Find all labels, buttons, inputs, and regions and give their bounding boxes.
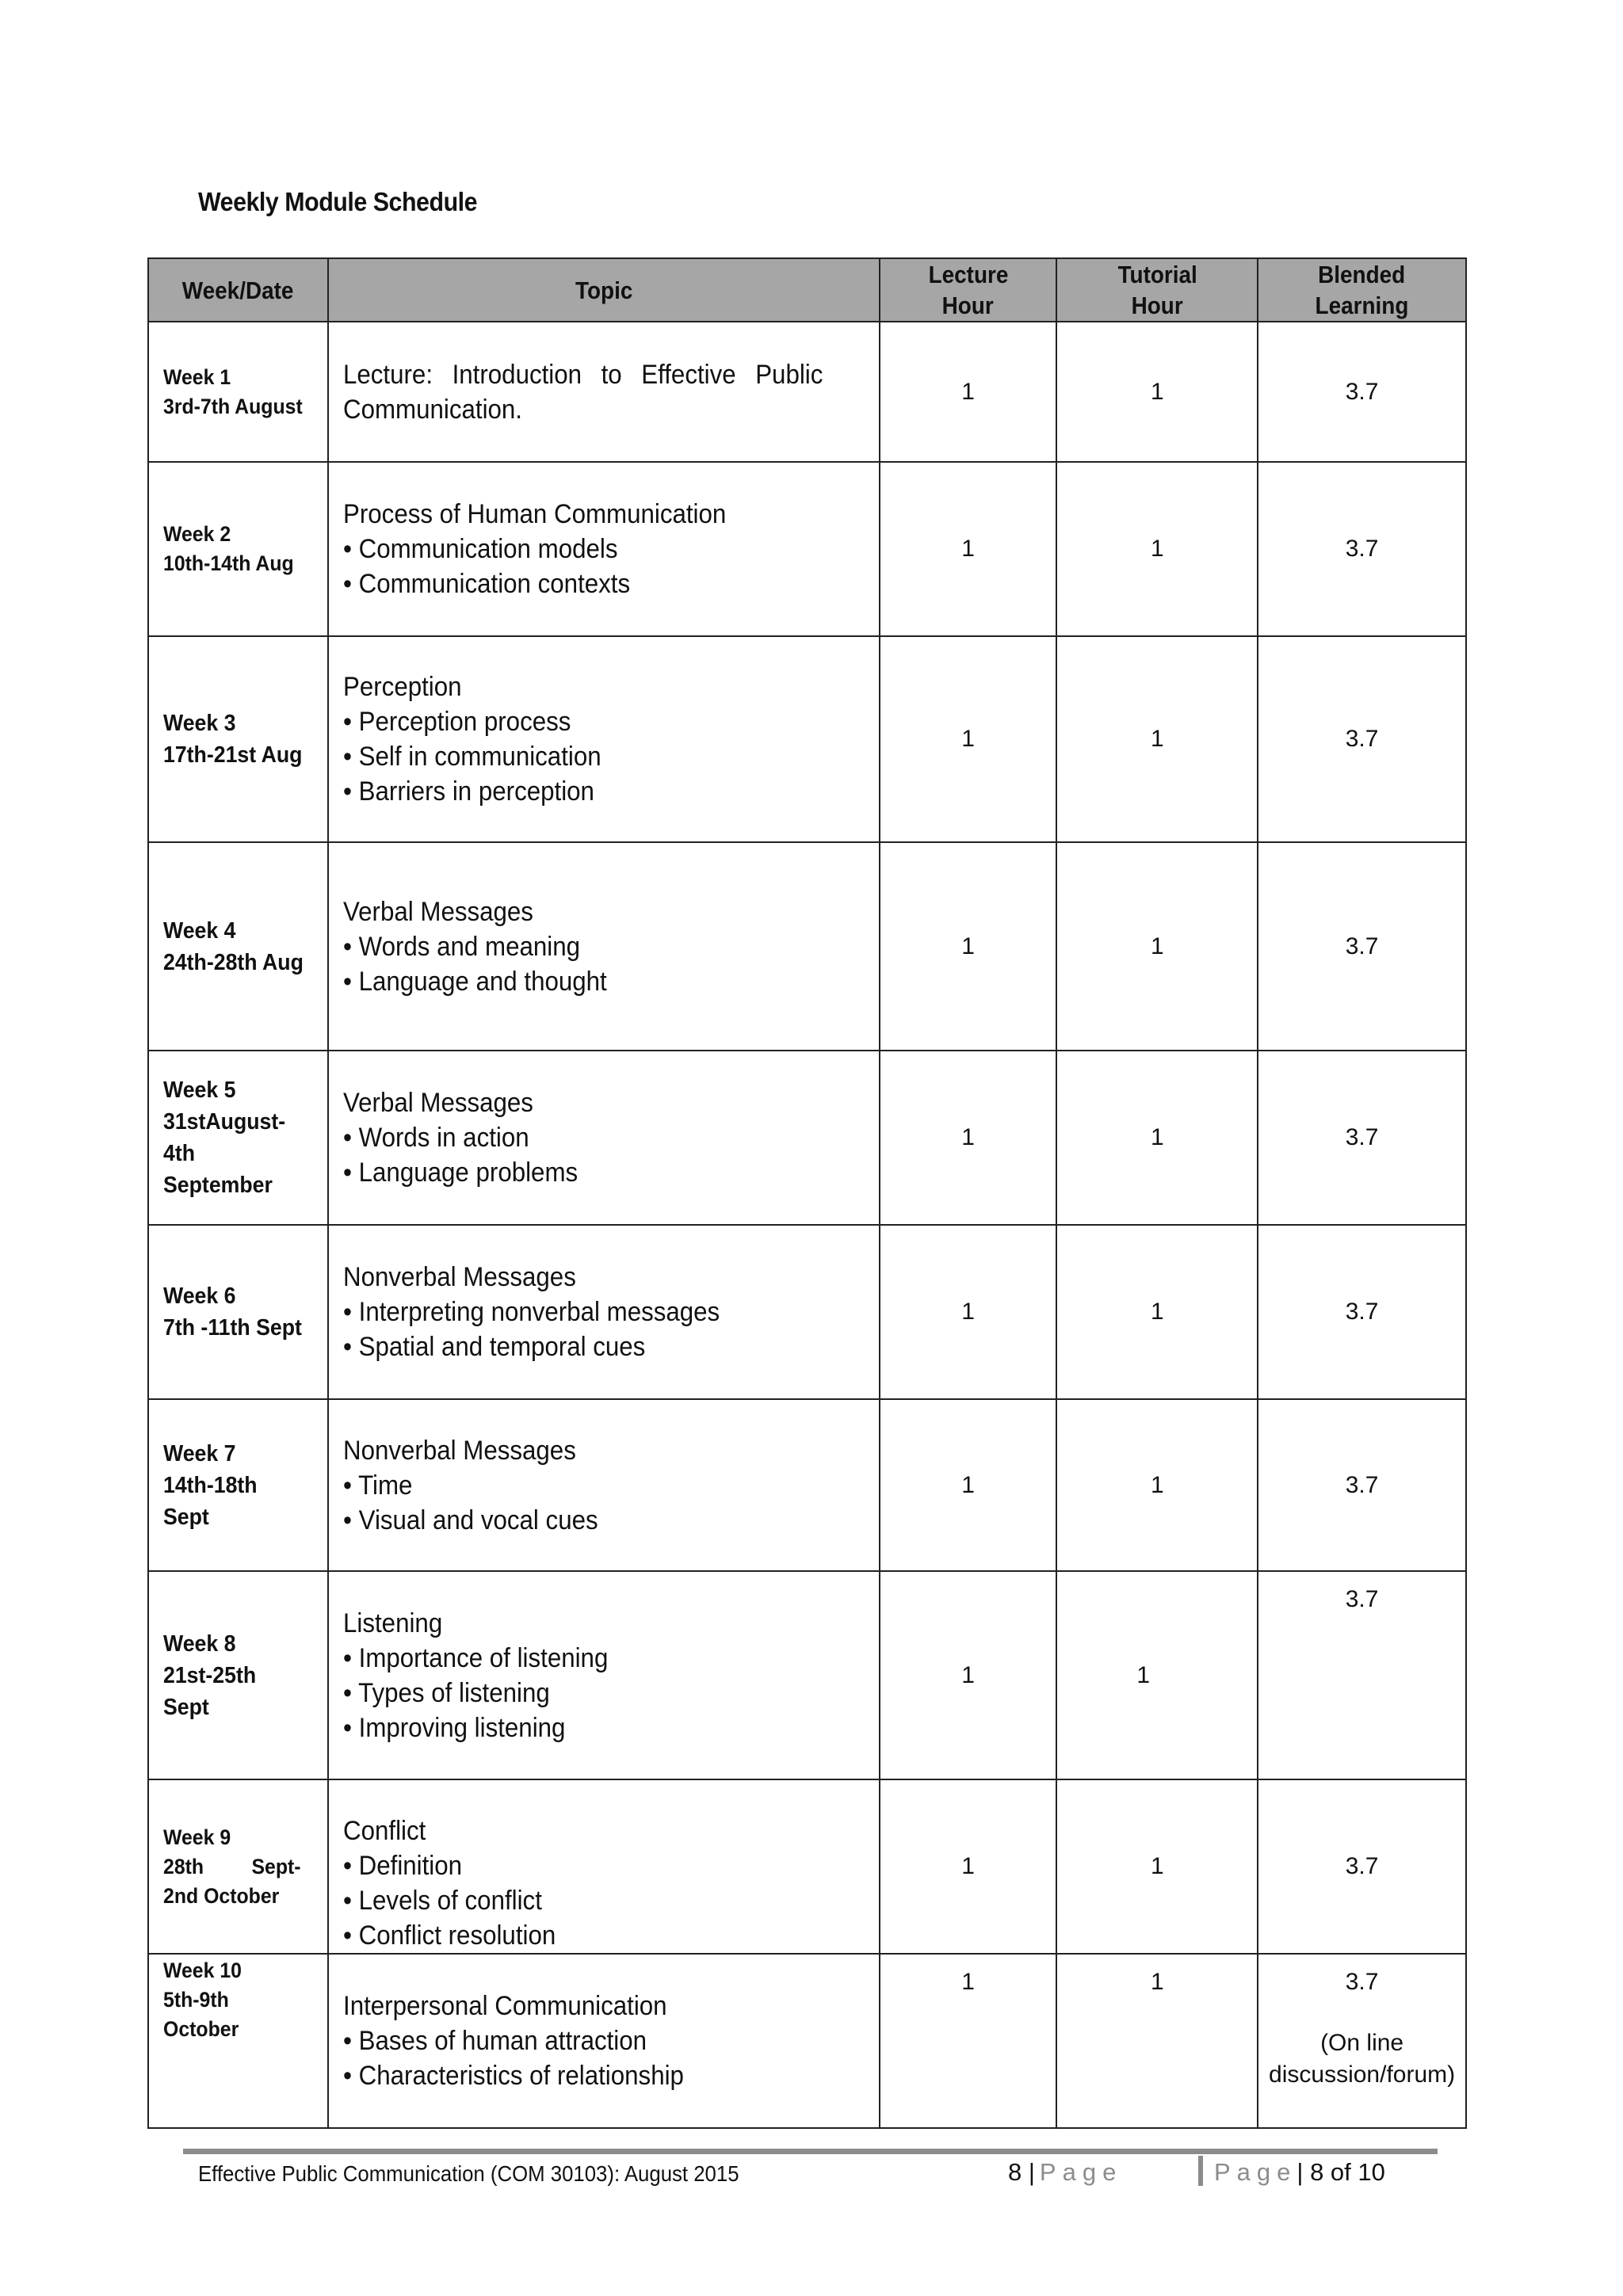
blended-learning: 3.7 [1258,1051,1466,1225]
topic-cell: Lecture: Introduction to Effective Public Communication. [328,322,880,462]
topic-cell: Interpersonal Communication • Bases of human attraction • Characteristics of relationship [328,1954,880,2128]
week-cell: Week 7 14th-18th Sept [148,1399,328,1571]
blended-learning-cell [1258,1954,1466,2128]
lecture-hour: 1 [880,1051,1057,1225]
lecture-hour: 1 [880,1399,1057,1571]
week-cell: Week 9 28th Sept- 2nd October [148,1779,328,1954]
page-title: Weekly Module Schedule [198,187,478,216]
tutorial-hour: 1 [1056,1779,1258,1954]
blended-learning: 3.7 [1258,1225,1466,1399]
topic-cell: Perception • Perception process • Self in communication • Barriers in perception [328,636,880,842]
topic-cell: Verbal Messages • Words and meaning • Language and thought [328,842,880,1051]
week-cell: Week 6 7th -11th Sept [148,1225,328,1399]
week-cell: Week 5 31stAugust- 4th September [148,1051,328,1225]
table-row [148,1399,1466,1571]
blended-learning: 3.7 [1345,1969,1379,1995]
tutorial-hour: 1 [1056,1225,1258,1399]
topic-cell: Verbal Messages • Words in action • Language problems [328,1051,880,1225]
blended-note: (On line discussion/forum) [1269,2030,1456,2088]
lecture-hour: 1 [880,1571,1057,1779]
lecture-hour: 1 [880,462,1057,636]
tutorial-hour: 1 [1056,1051,1258,1225]
lecture-hour: 1 [880,1954,1057,2128]
footer-course: Effective Public Communication (COM 30103): August 2015 [198,2161,739,2186]
table-row [148,1051,1466,1225]
topic-cell: Process of Human Communication • Communication models • Communication contexts [328,462,880,636]
blended-learning: 3.7 [1258,1571,1466,1779]
week-cell: Week 3 17th-21st Aug [148,636,328,842]
tutorial-hour: 1 [1056,1954,1258,2128]
lecture-hour: 1 [880,1225,1057,1399]
footer-divider [1198,2156,1203,2186]
table-row [148,462,1466,636]
table-row [148,1225,1466,1399]
blended-learning: 3.7 [1258,462,1466,636]
header-tutorial: Tutorial Hour [1056,258,1258,322]
tutorial-hour: 1 [1056,636,1258,842]
week-cell: Week 10 5th-9th October [148,1954,328,2128]
footer-page-of: Page| 8 of 10 [1214,2158,1385,2186]
tutorial-hour: 1 [1056,1399,1258,1571]
header-blended: Blended Learning [1258,258,1466,322]
week-cell: Week 8 21st-25th Sept [148,1571,328,1779]
tutorial-hour: 1 [1056,1571,1258,1779]
lecture-hour: 1 [880,636,1057,842]
header-week: Week/Date [148,258,328,322]
table-row [148,636,1466,842]
table-row [148,1954,1466,2128]
topic-cell: Nonverbal Messages • Interpreting nonverbal messages • Spatial and temporal cues [328,1225,880,1399]
table-row [148,842,1466,1051]
lecture-hour: 1 [880,842,1057,1051]
schedule-table [147,257,1467,2129]
footer-rule [183,2149,1438,2154]
table-row [148,322,1466,462]
table-row [148,1779,1466,1954]
table-row [148,1571,1466,1779]
header-lecture: Lecture Hour [880,258,1057,322]
lecture-hour: 1 [880,1779,1057,1954]
blended-learning: 3.7 [1258,1779,1466,1954]
blended-learning: 3.7 [1258,636,1466,842]
week-cell: Week 1 3rd-7th August [148,322,328,462]
topic-cell: Conflict • Definition • Levels of conflict • Conflict resolution [328,1779,880,1954]
topic-cell: Listening • Importance of listening • Types of listening • Improving listening [328,1571,880,1779]
header-topic: Topic [328,258,880,322]
blended-learning: 3.7 [1258,842,1466,1051]
tutorial-hour: 1 [1056,462,1258,636]
week-cell: Week 4 24th-28th Aug [148,842,328,1051]
header-row [148,258,1466,322]
tutorial-hour: 1 [1056,842,1258,1051]
blended-learning: 3.7 [1258,1399,1466,1571]
lecture-hour: 1 [880,322,1057,462]
blended-learning: 3.7 [1258,322,1466,462]
topic-cell: Nonverbal Messages • Time • Visual and vocal cues [328,1399,880,1571]
footer-page-number: 8 | Page [1008,2158,1123,2186]
week-cell: Week 2 10th-14th Aug [148,462,328,636]
tutorial-hour: 1 [1056,322,1258,462]
